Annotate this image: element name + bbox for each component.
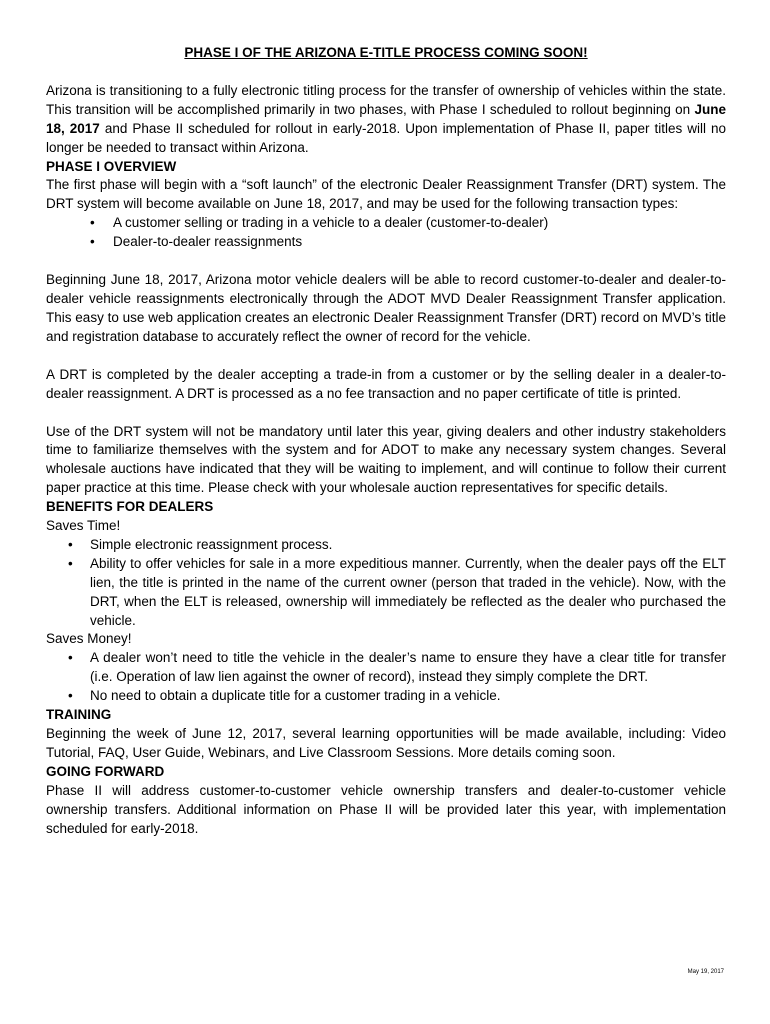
list-item: • Ability to offer vehicles for sale in a more expeditious manner. Currently, when the dealer pays off the ELT lien, the title is printed in the name of the current owner (person that traded in the vehicle). Now, with the DRT, when the ELT is released, ownership will immediately be reflected as the dealer who purchased the vehicle.	[68, 555, 726, 628]
bullet-icon: •	[68, 536, 73, 552]
saves-money-list	[46, 649, 726, 706]
saves-money-label: Saves Money!	[46, 631, 132, 647]
list-item: • A dealer won’t need to title the vehicle in the dealer’s name to ensure they have a clear title for transfer (i.e. Operation of law lien against the owner of record), instead they simply complete the DRT.	[68, 650, 726, 685]
page-title: PHASE I OF THE ARIZONA E-TITLE PROCESS COMING SOON!	[184, 45, 588, 60]
saves-time-list	[46, 536, 726, 631]
bullet-icon: •	[90, 215, 95, 231]
intro-text-1: Arizona is transitioning to a fully electronic titling process for the transfer of ownership of vehicles within the state. This transition will be accomplished primarily in two phases, with Phase I scheduled to rollout beginning on	[46, 82, 726, 117]
list-item: • No need to obtain a duplicate title for a customer trading in a vehicle.	[46, 687, 726, 706]
document-page	[46, 44, 726, 838]
list-item: • Dealer-to-dealer reassignments	[46, 233, 726, 252]
going-forward-heading: GOING FORWARD	[46, 763, 165, 779]
training-heading: TRAINING	[46, 707, 112, 723]
overview-text: The first phase will begin with a “soft launch” of the electronic Dealer Reassignment Transfer (DRT) system. The DRT system will become available on June 18, 2017, and may be used for the following transaction types:	[46, 177, 726, 212]
bullet-icon: •	[90, 234, 95, 250]
training-text: Beginning the week of June 12, 2017, several learning opportunities will be made available, including: Video Tutorial, FAQ, User Guide, Webinars, and Live Classroom Sessions. More details coming soon.	[46, 726, 726, 760]
bullet-icon: •	[68, 688, 73, 704]
intro-text-2: and Phase II scheduled for rollout in early-2018. Upon implementation of Phase II, paper titles will no longer be needed to transact within Arizona.	[46, 120, 726, 155]
list-item: • Simple electronic reassignment process.	[46, 536, 726, 555]
list-item: • A customer selling or trading in a vehicle to a dealer (customer-to-dealer)	[46, 214, 726, 233]
footer-date: May 19, 2017	[687, 969, 724, 975]
bullet-icon: •	[68, 650, 73, 666]
benefits-heading: BENEFITS FOR DEALERS	[46, 499, 214, 515]
overview-heading: PHASE I OVERVIEW	[46, 158, 177, 174]
intro-paragraph	[46, 82, 726, 158]
overview-paragraph-4: Use of the DRT system will not be mandatory until later this year, giving dealers and other industry stakeholders time to familiarize themselves with the system and for ADOT to make any necessary system changes. Several wholesale auctions have indicated that they will be waiting to implement, and will continue to follow their current paper practice at this time. Please check with your wholesale auction representatives for specific details.	[46, 423, 726, 496]
overview-paragraph-3: A DRT is completed by the dealer accepting a trade-in from a customer or by the selling dealer in a dealer-to-dealer reassignment. A DRT is processed as a no fee transaction and no paper certificate of title is printed.	[46, 366, 726, 401]
intro-date: June 18, 2017	[46, 101, 726, 136]
overview-bullet-list	[46, 214, 726, 252]
bullet-icon: •	[68, 555, 73, 571]
going-forward-text: Phase II will address customer-to-customer vehicle ownership transfers and dealer-to-customer vehicle ownership transfers. Additional information on Phase II will be provided later this year, with implementation scheduled for early-2018.	[46, 782, 726, 836]
overview-paragraph-2: Beginning June 18, 2017, Arizona motor vehicle dealers will be able to record customer-to-dealer and dealer-to-dealer vehicle reassignments electronically through the ADOT MVD Dealer Reassignment Transfer application. This easy to use web application creates an electronic Dealer Reassignment Transfer (DRT) record on MVD’s title and registration database to accurately reflect the owner of record for the vehicle.	[46, 272, 726, 344]
saves-time-label: Saves Time!	[46, 518, 121, 534]
